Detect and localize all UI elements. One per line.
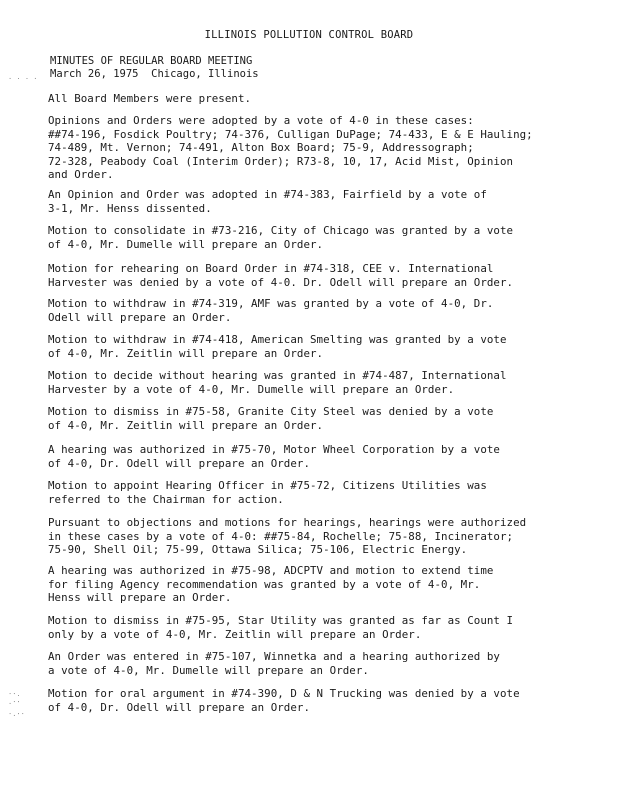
paragraph-adcptv: A hearing was authorized in #75-98, ADCPTV and motion to extend time for filing Agency recommendation was granted by a vote of 4-0, Mr. Henss will prepare an Order. bbox=[48, 564, 494, 604]
paragraph-consolidate: Motion to consolidate in #73-216, City of Chicago was granted by a vote of 4-0, Mr. Dumelle will prepare an Order. bbox=[48, 224, 514, 251]
paragraph-attendance: All Board Members were present. bbox=[48, 92, 252, 105]
meeting-title: MINUTES OF REGULAR BOARD MEETING bbox=[50, 55, 253, 67]
paragraph-withdraw-smelting: Motion to withdraw in #74-418, American Smelting was granted by a vote of 4-0, Mr. Zeitlin will prepare an Order. bbox=[48, 333, 507, 360]
paragraph-hearings-authorized: Pursuant to objections and motions for hearings, hearings were authorized in these cases by a vote of 4-0: ##75-84, Rochelle; 75-88, Incinerator; 75-90, Shell Oil; 75-99, Ottawa Silica; 75-106, Electric Energy. bbox=[48, 516, 527, 556]
paragraph-hearing-officer: Motion to appoint Hearing Officer in #75-72, Citizens Utilities was referred to the Chairman for action. bbox=[48, 479, 487, 506]
margin-mark: ⋅.⋅⋅ bbox=[8, 710, 25, 718]
paragraph-opinions-adopted: Opinions and Orders were adopted by a vote of 4-0 in these cases: ##74-196, Fosdick Poultry; 74-376, Culligan DuPage; 74-433, E & E Hauling; 74-489, Mt. Vernon; 74-491, Alton Box Board; 75-9, Addressograph; 72-328, Peabody Coal (Interim Order); R73-8, 10, 17, Acid Mist, Opinion and Order. bbox=[48, 114, 533, 181]
paragraph-withdraw-amf: Motion to withdraw in #74-319, AMF was granted by a vote of 4-0, Dr. Odell will prepare an Order. bbox=[48, 297, 494, 324]
paragraph-oral-argument: Motion for oral argument in #74-390, D & N Trucking was denied by a vote of 4-0, Dr. Odell will prepare an Order. bbox=[48, 687, 520, 714]
meeting-info bbox=[50, 55, 259, 80]
paragraph-dismiss-granite: Motion to dismiss in #75-58, Granite City Steel was denied by a vote of 4-0, Mr. Zeitlin will prepare an Order. bbox=[48, 405, 494, 432]
meeting-date: March 26, 1975 Chicago, Illinois bbox=[50, 67, 259, 80]
paragraph-winnetka: An Order was entered in #75-107, Winnetka and a hearing authorized by a vote of 4-0, Mr. Dumelle will prepare an Order. bbox=[48, 650, 500, 677]
paragraph-star-utility: Motion to dismiss in #75-95, Star Utility was granted as far as Count I only by a vote of 4-0, Mr. Zeitlin will prepare an Order. bbox=[48, 614, 514, 641]
board-header: ILLINOIS POLLUTION CONTROL BOARD bbox=[204, 29, 414, 41]
paragraph-hearing-motor-wheel: A hearing was authorized in #75-70, Motor Wheel Corporation by a vote of 4-0, Dr. Odell will prepare an Order. bbox=[48, 443, 500, 470]
paragraph-fairfield: An Opinion and Order was adopted in #74-383, Fairfield by a vote of 3-1, Mr. Henss dissented. bbox=[48, 188, 487, 215]
paragraph-decide-without-hearing: Motion to decide without hearing was granted in #74-487, International Harvester by a vote of 4-0, Mr. Dumelle will prepare an Order. bbox=[48, 369, 507, 396]
paragraph-rehearing: Motion for rehearing on Board Order in #74-318, CEE v. International Harvester was denied by a vote of 4-0. Dr. Odell will prepare an Order. bbox=[48, 262, 514, 289]
margin-mark: . . . . bbox=[8, 73, 38, 81]
margin-mark: ⋅⋅. .⋅⋅ bbox=[8, 690, 21, 706]
